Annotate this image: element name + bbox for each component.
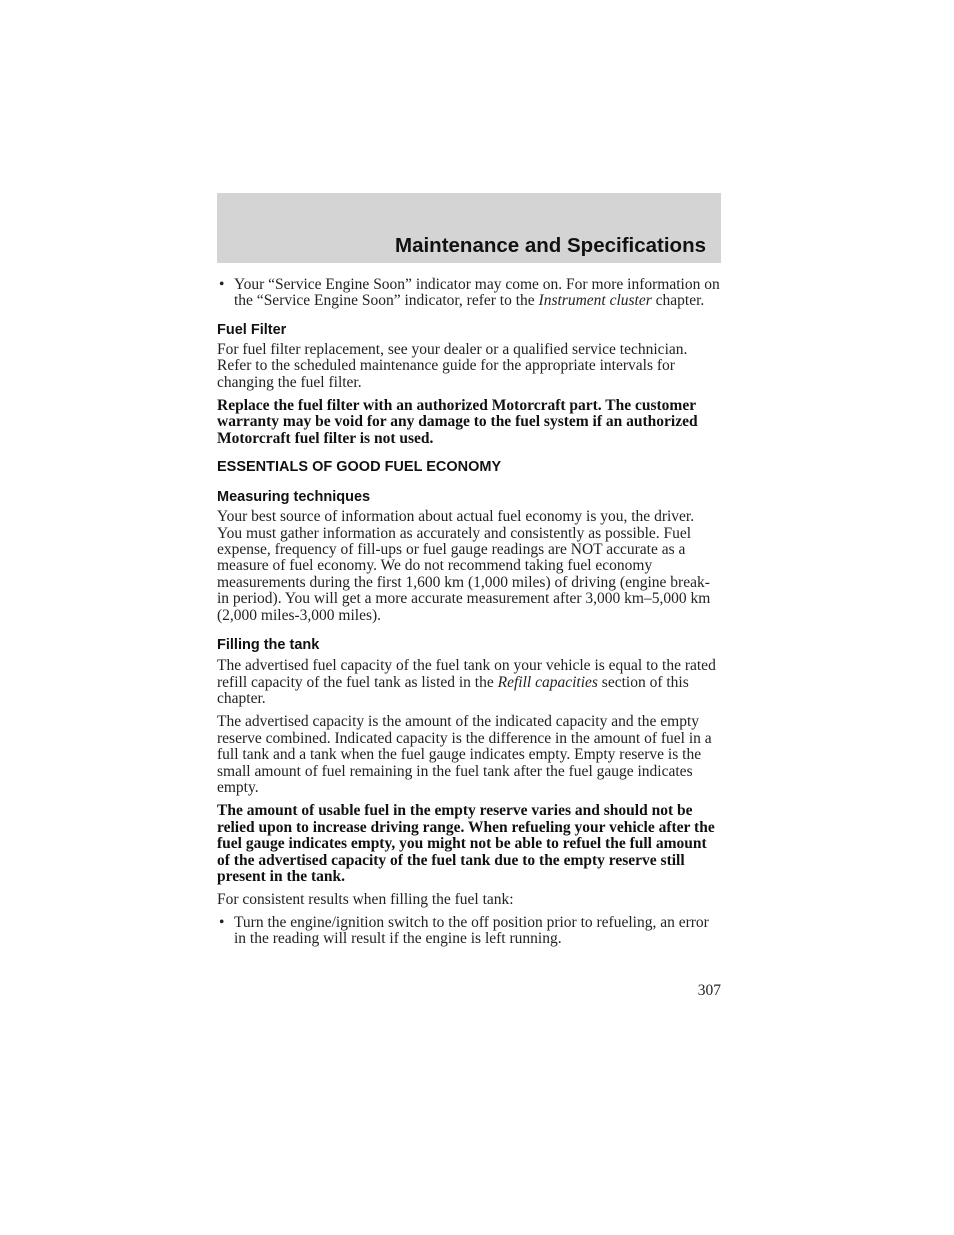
page-content xyxy=(217,277,721,948)
heading-measuring-techniques: Measuring techniques xyxy=(217,489,371,506)
fuel-filter-body: For fuel filter replacement, see your dealer or a qualified service technician. Refer to the scheduled maintenance guide for the appropriate intervals for changing the fuel filter. xyxy=(217,340,688,391)
bullet-service-engine-soon: • Your “Service Engine Soon” indicator may come on. For more information on the “Service Engine Soon” indicator, refer to the Instrument cluster chapter. xyxy=(219,276,720,310)
filling-warning: The amount of usable fuel in the empty reserve varies and should not be relied upon to increase driving range. When refueling your vehicle after the fuel gauge indicates empty, you might not be able to refuel the full amount of the advertised capacity of the fuel tank due to the empty reserve still present in the tank. xyxy=(217,802,715,885)
filling-para-1: The advertised fuel capacity of the fuel tank on your vehicle is equal to the rated refill capacity of the fuel tank as listed in the Refill capacities section of this chapter. xyxy=(217,657,716,707)
chapter-reference: Instrument cluster xyxy=(538,292,652,310)
bullet-ignition-off: • Turn the engine/ignition switch to the off position prior to refueling, an error in the reading will result if the engine is left running. xyxy=(219,913,709,948)
fuel-filter-warning: Replace the fuel filter with an authorized Motorcraft part. The customer warranty may be void for any damage to the fuel system if an authorized Motorcraft fuel filter is not used. xyxy=(217,397,698,447)
section-reference: Refill capacities xyxy=(497,673,598,691)
filling-intro: For consistent results when filling the fuel tank: xyxy=(217,891,514,909)
bullet-icon: • xyxy=(219,913,225,931)
heading-essentials: ESSENTIALS OF GOOD FUEL ECONOMY xyxy=(217,459,502,476)
page-number: 307 xyxy=(697,982,721,999)
section-header-bar xyxy=(217,193,721,263)
filling-para-2: The advertised capacity is the amount of the indicated capacity and the empty reserve combined. Indicated capacity is the difference in the amount of fuel in a full tank and a tank when the fuel gauge indicates empty. Empty reserve is the small amount of fuel remaining in the fuel tank after the fuel gauge indicates empty. xyxy=(217,713,712,796)
heading-fuel-filter: Fuel Filter xyxy=(217,321,287,338)
measuring-body: Your best source of information about actual fuel economy is you, the driver. You must gather information as accurately and consistently as possible. Fuel expense, frequency of fill-ups or fuel gauge readings are NOT accurate as a measure of fuel economy. We do not recommend taking fuel economy measurements during the first 1,600 km (1,000 miles) of driving (engine break-in period). You will get a more accurate measurement after 3,000 km–5,000 km (2,000 miles-3,000 miles). xyxy=(217,508,711,624)
heading-filling-the-tank: Filling the tank xyxy=(217,637,320,654)
bullet-icon: • xyxy=(219,276,225,293)
section-title: Maintenance and Specifications xyxy=(395,234,706,257)
